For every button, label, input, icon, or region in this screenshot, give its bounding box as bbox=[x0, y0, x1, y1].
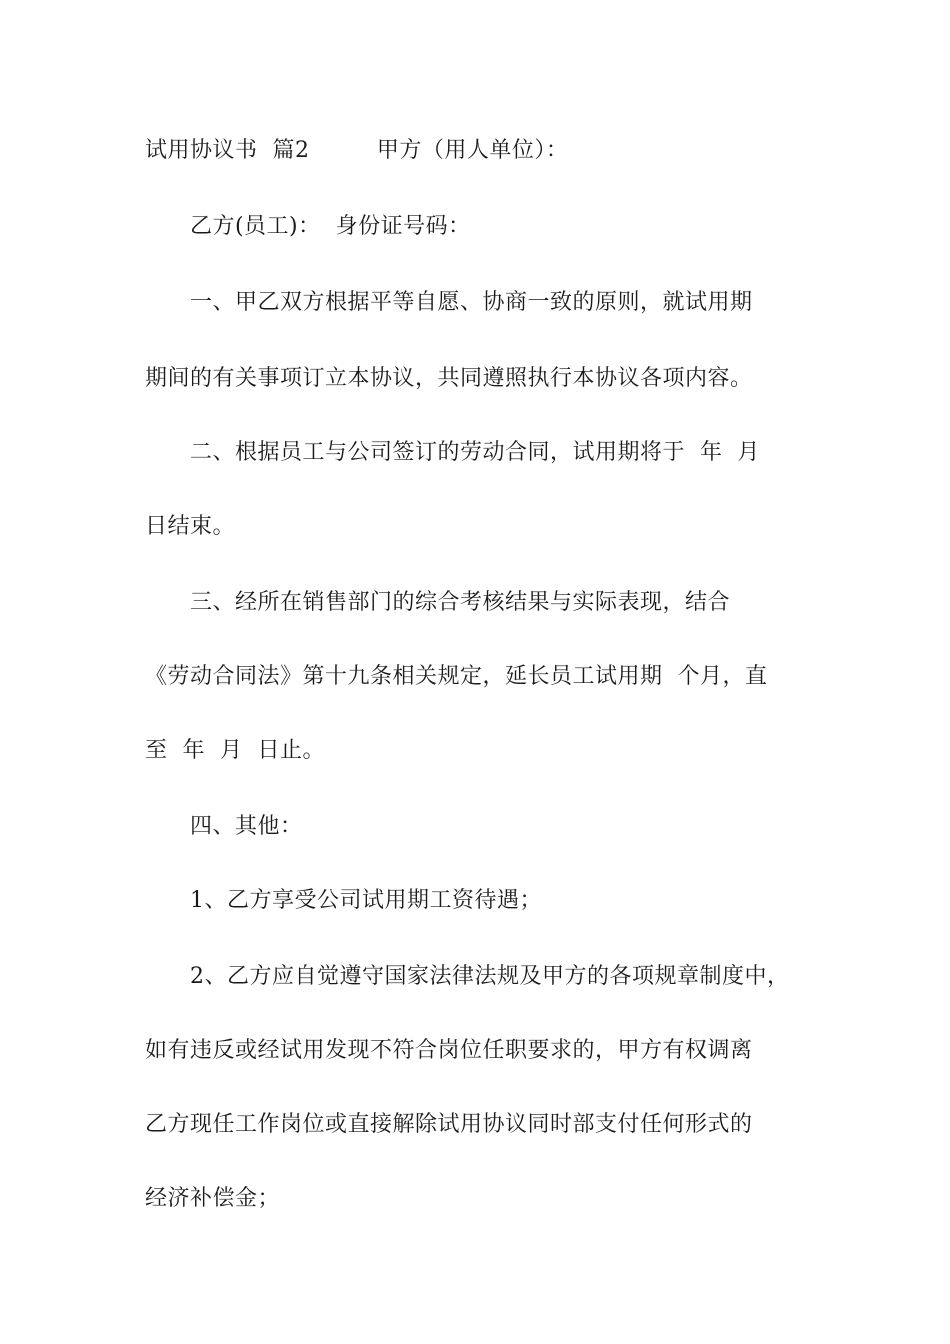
document-line-clause-2: 二、根据员工与公司签订的劳动合同，试用期将于 年 月 bbox=[145, 440, 760, 465]
document-line-clause-3-end: 至 年 月 日止。 bbox=[145, 738, 325, 763]
document-line-party-b: 乙方(员工)： 身份证号码： bbox=[145, 214, 471, 239]
document-line-item-2-cont-2: 乙方现任工作岗位或直接解除试用协议同时部支付任何形式的 bbox=[145, 1112, 753, 1137]
document-line-clause-1: 一、甲乙双方根据平等自愿、协商一致的原则，就试用期 bbox=[145, 290, 753, 315]
document-line-item-2-end: 经济补偿金； bbox=[145, 1186, 281, 1211]
document-line-item-2-cont: 如有违反或经试用发现不符合岗位任职要求的，甲方有权调离 bbox=[145, 1038, 753, 1063]
document-line-item-1: 1、乙方享受公司试用期工资待遇； bbox=[145, 888, 542, 913]
document-line-clause-1-cont: 期间的有关事项订立本协议，共同遵照执行本协议各项内容。 bbox=[145, 366, 753, 391]
document-line-title: 试用协议书 篇2 甲方（用人单位）： bbox=[145, 138, 569, 163]
document-line-clause-3-cont: 《劳动合同法》第十九条相关规定，延长员工试用期 个月，直 bbox=[145, 664, 768, 689]
document-line-item-2: 2、乙方应自觉遵守国家法律法规及甲方的各项规章制度中， bbox=[145, 964, 790, 989]
document-line-clause-3: 三、经所在销售部门的综合考核结果与实际表现，结合 bbox=[145, 590, 730, 615]
document-line-clause-2-cont: 日结束。 bbox=[145, 514, 236, 539]
document-line-clause-4: 四、其他： bbox=[145, 814, 303, 839]
